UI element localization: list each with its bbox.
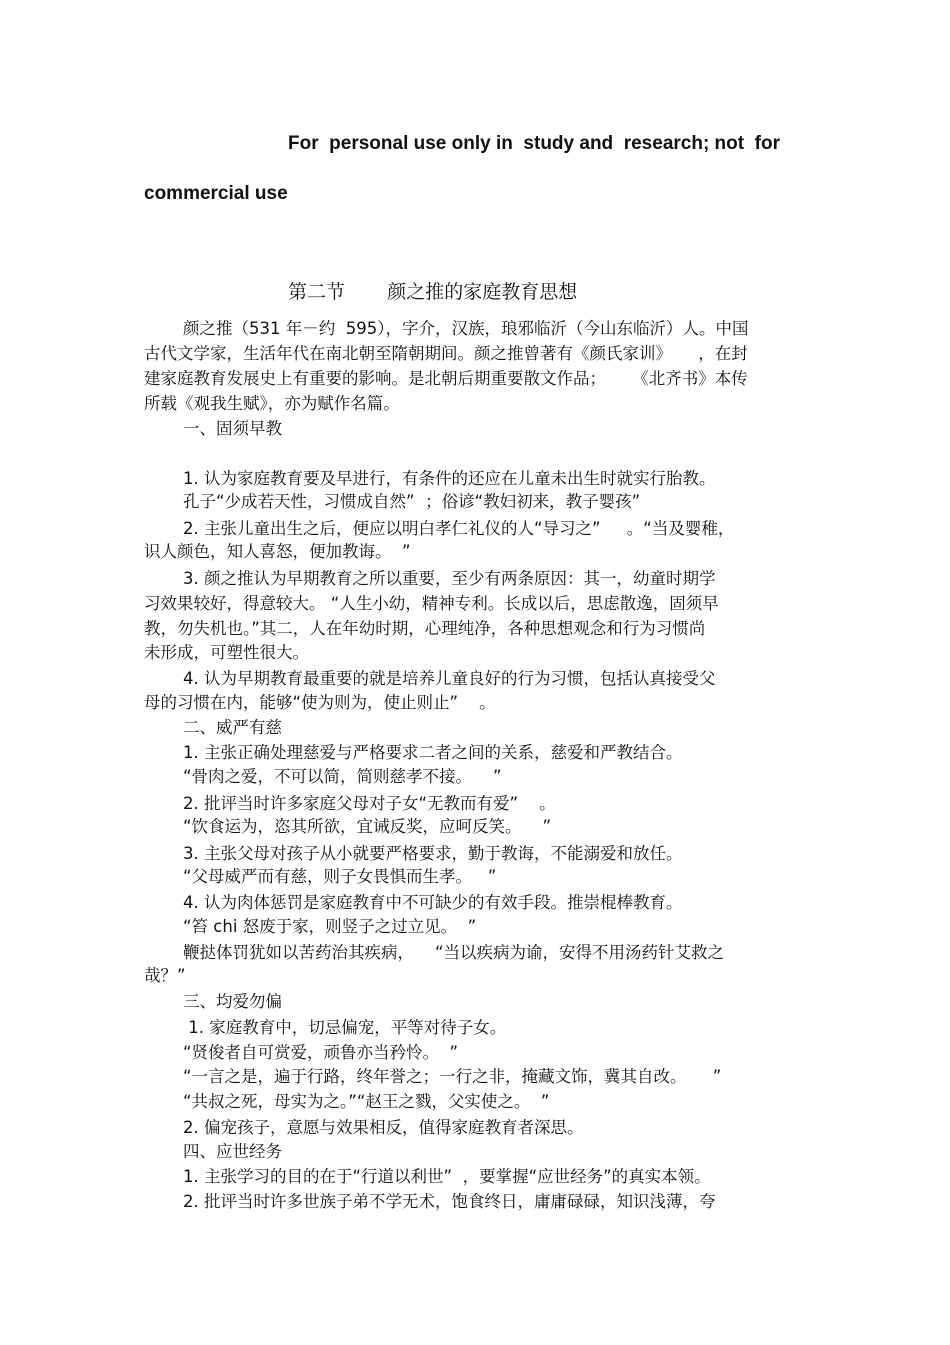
text-line: 教，勿失机也。”其二，人在年幼时期，心理纯净，各种思想观念和行为习惯尚: [144, 619, 706, 638]
text-line: 古代文学家，生活年代在南北朝至隋朝期间。颜之推曾著有《颜氏家训》 ，在封: [144, 344, 748, 363]
text-line: 1. 主张正确处理慈爱与严格要求二者之间的关系，慈爱和严教结合。: [183, 743, 683, 762]
text-line: 习效果较好，得意较大。 “人生小幼，精神专利。长成以后，思虑散逸，固须早: [144, 594, 719, 613]
text-line: 孔子“少成若天性，习惯成自然” ；俗谚“教妇初来，教子婴孩”: [183, 492, 641, 511]
text-line: 1. 认为家庭教育要及早进行，有条件的还应在儿童未出生时就实行胎教。: [183, 469, 716, 488]
watermark-line-1: For personal use only in study and research; not for: [288, 133, 780, 154]
heading-3: 三、均爱勿偏: [183, 992, 282, 1011]
text-line: 建家庭教育发展史上有重要的影响。是北朝后期重要散文作品； 《北齐书》本传: [144, 369, 748, 388]
quote-line: “一言之是，遍于行路，终年誉之；一行之非，掩藏文饰，冀其自改。 ”: [183, 1067, 722, 1086]
text-line: 1. 主张学习的目的在于“行道以利世” ，要掌握“应世经务”的真实本领。: [183, 1167, 711, 1186]
quote-line: “饮食运为，恣其所欲，宜诫反奖，应呵反笑。 ”: [183, 817, 552, 836]
heading-1: 一、固须早教: [183, 419, 282, 438]
text-line: 母的习惯在内，能够“使为则为，使止则止” 。: [144, 693, 496, 712]
text-line: 鞭挞体罚犹如以苦药治其疾病， “当以疾病为谕，安得不用汤药针艾救之: [183, 943, 725, 962]
quote-line: “骨肉之爱，不可以简，简则慈孝不接。 ”: [183, 767, 502, 786]
section-title: 第二节 颜之推的家庭教育思想: [288, 281, 578, 303]
text-line: 颜之推（531 年－约 595），字介，汉族，琅邪临沂（今山东临沂）人。中国: [183, 319, 749, 338]
heading-4: 四、应世经务: [183, 1142, 282, 1161]
text-line: 3. 主张父母对孩子从小就要严格要求，勤于教诲，不能溺爱和放任。: [183, 844, 683, 863]
text-line: 2. 偏宠孩子，意愿与效果相反，值得家庭教育者深思。: [183, 1118, 584, 1137]
text-line: 4. 认为早期教育最重要的就是培养儿童良好的行为习惯，包括认真接受父: [183, 669, 716, 688]
quote-line: “笞 chi 怒废于家，则竖子之过立见。 ”: [183, 917, 477, 936]
quote-line: “贤俊者自可赏爱，顽鲁亦当矜怜。 ”: [183, 1043, 459, 1062]
quote-line: “共叔之死，母实为之。”“赵王之戮，父实使之。 ”: [183, 1092, 550, 1111]
text-line: 识人颜色，知人喜怒，便加教诲。 ”: [144, 542, 411, 561]
watermark-line-2: commercial use: [144, 183, 288, 204]
quote-line: “父母威严而有慈，则子女畏惧而生孝。 ”: [183, 867, 497, 886]
text-line: 2. 主张儿童出生之后，便应以明白孝仁礼仪的人“导习之” 。“当及婴稚，: [183, 519, 735, 538]
text-line: 1. 家庭教育中，切忌偏宠，平等对待子女。: [183, 1018, 507, 1037]
text-line: 哉？”: [144, 966, 186, 985]
text-line: 所载《观我生赋》，亦为赋作名篇。: [144, 394, 400, 413]
text-line: 2. 批评当时许多世族子弟不学无术，饱食终日，庸庸碌碌，知识浅薄，夸: [183, 1192, 716, 1211]
text-line: 3. 颜之推认为早期教育之所以重要，至少有两条原因：其一，幼童时期学: [183, 569, 716, 588]
text-line: 未形成，可塑性很大。: [144, 643, 309, 662]
text-line: 2. 批评当时许多家庭父母对子女“无教而有爱” 。: [183, 794, 556, 813]
text-line: 4. 认为肉体惩罚是家庭教育中不可缺少的有效手段。推崇棍棒教育。: [183, 893, 683, 912]
heading-2: 二、威严有慈: [183, 718, 282, 737]
